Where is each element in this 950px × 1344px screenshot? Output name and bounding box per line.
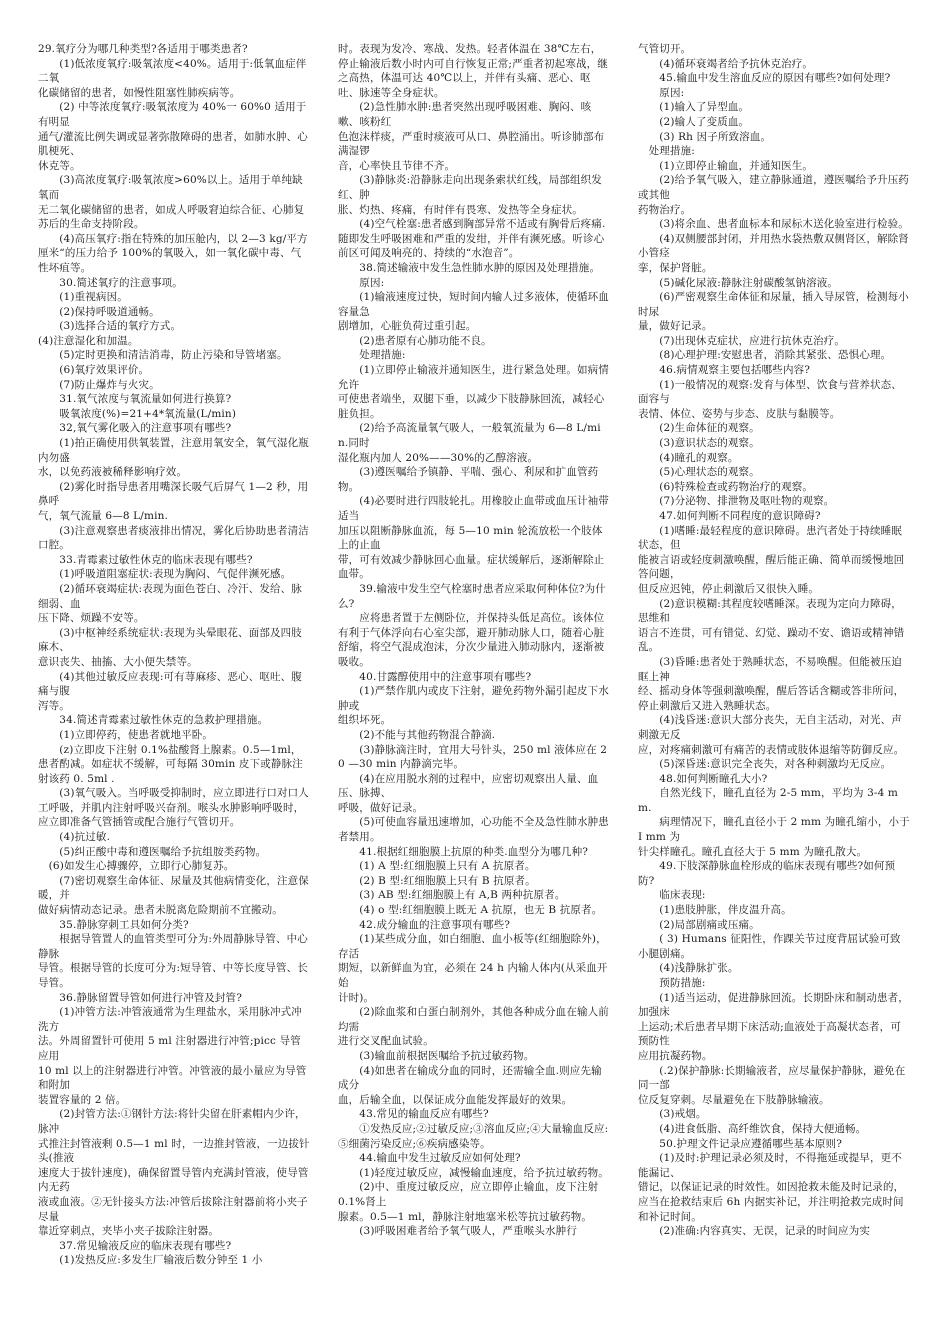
text-line: (4)抗过敏. <box>38 831 111 844</box>
text-line: (1)一般情况的观察:发育与体型、饮食与营养状态、面容与 <box>638 378 902 406</box>
text-line: (3)昏睡:患者处于熟睡状态，不易唤醒。但能被压迫眶上神 <box>638 655 902 683</box>
text-line: 40.甘露醇使用中的注意事项有哪些? <box>338 670 532 683</box>
text-line: 色泡沫样痰，严重时痰液可从口、鼻腔涌出。听诊肺部布满湿锣 <box>338 130 605 158</box>
text-line: 38.简述输液中发生急性肺水肿的原因及处理措施。 <box>338 261 601 274</box>
text-line: (1)输入了异型血。 <box>638 101 750 114</box>
text-line: (3)静脉滴注时，宜用大号针头，250 ml 液体应在 20 —30 min 内静滴完毕。 <box>338 743 608 771</box>
text-line: 上运动;术后患者早期下床活动;血液处于高凝状态者，可预防性 <box>638 1020 901 1048</box>
text-line: (2)除血浆和白蛋白制剂外，其他各种成分血在输人前均需 <box>338 1006 609 1033</box>
text-line: 速度大于拔针速度)，确保留置导管内充满封管液，使导管内无药 <box>38 1166 309 1194</box>
text-line: 表情、体位、姿势与步态、皮肤与黏膜等。 <box>638 407 841 420</box>
text-line: 靠近穿刺点，夹毕小夹子拔除注射器。 <box>38 1225 220 1238</box>
text-line: 病理情况下，瞳孔直径小于 2 mm 为瞳孔缩小，小于 I mm 为 <box>638 816 910 844</box>
text-line: ( 3) Humans 征阳性，作踝关节过度背屈试验可致小腿剧痛。 <box>638 933 901 960</box>
text-line: 组织坏死。 <box>338 714 392 727</box>
text-line: 进行交叉配血试验。 <box>338 1035 434 1048</box>
text-line: 位反复穿刺。尽量避免在下肢静脉输液。 <box>638 1093 830 1106</box>
text-line: ⑤细菌污染反应;⑥疾病感染等。 <box>338 1137 491 1150</box>
text-line: (5)心理状态的观察。 <box>638 466 760 479</box>
text-line: 原因: <box>338 276 385 289</box>
text-column-right <box>638 42 910 1342</box>
text-line: 药物治疗。 <box>638 203 692 216</box>
text-line: (4)循环衰竭者给予抗休克治疗。 <box>638 57 814 70</box>
text-line: (3)选择合适的氧疗方式。 <box>38 320 182 333</box>
text-line: (2)生命体征的观察。 <box>638 422 760 435</box>
text-line: 期短，以新鲜血为宜，必须在 24 h 内输人体内(从采血开始 <box>338 962 608 989</box>
text-line: (4)在应用脱水剂的过程中，应密切观察出人量、血压、脉搏、 <box>338 772 599 800</box>
text-line: 针尖样瞳孔。瞳孔直径大于 5 mm 为瞳孔散大。 <box>638 845 868 858</box>
text-line: (1) A 型:红细胞膜上只有 A 抗原者。 <box>338 860 536 873</box>
text-line: 32,氧气雾化吸入的注意事项有哪些? <box>38 422 232 435</box>
text-line: 式推注封管液剩 0.5—1 ml 时，一边推封管液，一边拔针头(推液 <box>38 1137 310 1165</box>
text-line: (3) AB 型:红细胞膜上有 A,B 两种抗原者。 <box>338 889 566 902</box>
text-line: 化碳储留的患者，如慢性阻塞性肺疾病等。 <box>38 86 241 99</box>
text-line: 呼吸，做好记录。 <box>338 801 424 814</box>
text-line: 音，心率快且节律不齐。 <box>338 159 456 172</box>
text-line: 气管切开。 <box>638 43 692 55</box>
text-line: (3)输血前根据医嘱给予抗过敏药物。 <box>338 1049 535 1062</box>
text-line: (2)封管方法:①钢针方法:将针尖留在肝素帽内少许，脉冲 <box>38 1108 306 1135</box>
text-line: (3)中枢神经系统症状:表现为头晕眼花、面部及四肢麻木、 <box>38 626 302 654</box>
text-line: 41.根据红细胞膜上抗原的种类.血型分为哪几种? <box>338 845 589 858</box>
text-line: (4)高压氧疗:指在特殊的加压舱内，以 2—3 kg/平方厘米“的压力给予 100%的氧吸入，如一氧化碳中毒、气性坏疽等。 <box>38 232 308 274</box>
text-line: (5)碱化尿液:静脉注射碳酸氢钠溶液。 <box>638 276 839 289</box>
text-line: (1)患肢肿胀，伴皮温升高。 <box>638 904 792 917</box>
text-line: 腺素。0.5—1 ml，静脉注射地塞米松等抗过敏药物。 <box>338 1210 593 1223</box>
text-line: (2) B 型:红细胞膜上只有 B 抗原者。 <box>338 874 536 887</box>
text-line: (7)防止爆炸与火灾。 <box>38 378 160 391</box>
text-line: 无二氧化碳储留的患者，如成人呼吸窘迫综合征、心肺复苏后的生命支持阶段。 <box>38 203 305 231</box>
text-line: 原因: <box>638 86 685 99</box>
text-line: 45.输血中发生溶血反应的原因有哪些?如何处理? <box>638 72 891 85</box>
text-line: (1)冲管方法:冲管液通常为生理盐水，采用脉冲式冲洗方 <box>38 1006 302 1033</box>
text-column-middle <box>338 42 610 1342</box>
text-line: (4)如患者在输成分血的同时，还需输全血.则应先输成分 <box>338 1064 602 1092</box>
text-line: 量，做好记录。 <box>638 320 713 333</box>
text-line: 应将患者置于左侧卧位，并保持头低足高位。该体位有利于气体浮向右心室尖部，避开肺动脉人口，随着心脏舒缩，将空气混成泡沫，分次少量进入肺动脉内，逐渐被吸收。 <box>338 612 605 668</box>
text-line: 44.输血中发生过敏反应如何处理? <box>338 1152 521 1165</box>
text-line: (4)其他过敏反应表现:可有荨麻疹、恶心、呕吐、腹痛与腹 <box>38 670 302 698</box>
text-line: (3)戒烟。 <box>638 1108 707 1121</box>
text-line: (3)注意观察患者痰液排出情况，雾化后协助患者清洁口腔。 <box>38 524 309 552</box>
text-line: 根据导管置人的血管类型可分为:外周静脉导管、中心静脉 <box>38 933 308 960</box>
text-line: (3)意识状态的观察。 <box>638 437 760 450</box>
text-line: (2)保持呼吸道通畅。 <box>38 305 160 318</box>
text-line: 剧增加，心脏负荷过重引起。 <box>338 320 477 333</box>
text-line: ①发热反应;②过敏反应;③溶血反应;④大量输血反应: <box>338 1122 609 1135</box>
text-line: (4)瞳孔的观察。 <box>638 451 739 464</box>
text-line: (7)密切观察生命体征、尿量及其他病情变化，注意保暖，并 <box>38 874 309 902</box>
text-column-left <box>38 42 310 1342</box>
text-line: 处理措施: <box>338 349 406 362</box>
text-line: (8)心理护理:安慰患者，消除其紧张、恐惧心理。 <box>638 349 892 362</box>
text-line: (2) 中等浓度氧疗:吸氧浓度为 40%一 60%0 适用于有明显 <box>38 101 307 128</box>
text-line: 吸氧浓度(%)=21+4*氧流量(L/min) <box>38 407 237 420</box>
text-line: (2)输人了变质血。 <box>638 115 750 128</box>
text-line: (5)可使血容量迅速增加，心功能不全及急性肺水肿患者禁用。 <box>338 816 609 844</box>
text-line: (2)循环衰竭症状:表现为面色苍白、冷汗、发给、脉细弱、血 <box>38 582 302 610</box>
text-line: 语言不连贯，可有错觉、幻觉、躁动不安、谵语或精神错乱。 <box>638 626 905 654</box>
text-line: (1)严禁作肌内或皮下注射，避免药物外漏引起皮下水肿或 <box>338 685 609 712</box>
text-line: (4)必要时进行四肢轮扎。用橡胶止血带或血压计袖带适当 <box>338 495 609 522</box>
text-line: 经、摇动身体等强刺激唤醒，醒后答话含糊或答非所问，停止刺激后又进入熟睡状态。 <box>638 685 905 712</box>
text-line: (2)急性肺水肿:患者突然出现呼吸困难、胸闷、咳嗽、咳粉红 <box>338 101 592 128</box>
text-line: 泻等。 <box>38 699 70 712</box>
text-line: 49.下肢深静脉血栓形成的临床表现有哪些?如何预防? <box>638 860 896 887</box>
text-line: 可使患者端坐，双腿下垂，以减少下肢静脉回流，减轻心脏负担。 <box>338 393 605 420</box>
text-line: 时。表现为发冷、寒战、发热。轻者体温在 38℃左右，停止输液后数小时内可自行恢复正常;严重者初起寒战，继之高热，体温可达 40℃以上，并伴有头痛、恶心、呕吐、脉速等全身症状。 <box>338 43 608 99</box>
text-line: 39.输液中发生空气栓塞时患者应采取何种体位?为什么? <box>338 582 606 610</box>
text-line: 错记，以保证记录的时效性。如因抢救未能及时记录的，应当在抢救结束后 6h 内据实补记，并注明抢救完成时间和补记时间。 <box>638 1181 905 1223</box>
text-line: 挛，保护肾脏。 <box>638 261 713 274</box>
text-line: (1)立即停药，使患者就地平卧。 <box>38 728 214 741</box>
text-line: (1)发热反应:多发生厂输液后数分钟至 1 小 <box>38 1254 263 1267</box>
text-line: 应，对疼痛刺激可有痛苦的表情或肢体退缩等防御反应。 <box>638 743 905 756</box>
text-line: (1)某些成分血，如白细胞、血小板等(红细胞除外)，存活 <box>338 933 607 960</box>
text-line: 46.病情观察主要包括哪些内容? <box>638 364 811 377</box>
text-line: 42.成分输血的注意事项有哪些? <box>338 918 511 931</box>
text-line: (4)空气栓塞:患者感到胸部异常不适或有胸骨后疼痛.随即发生呼吸困难和严重的发绀，并伴有濒死感。听诊心前区可闻及响亮的、持续的“水泡音”。 <box>338 218 606 260</box>
text-line: (3)氧气吸入。当呼吸受抑制时，应立即进行口对口人工呼吸，并肌内注射呼吸兴奋剂。喉头水肿影响呼吸时，应立即准备气管插管或配合施行气管切开。 <box>38 787 309 829</box>
text-line: 血，后输全血，以保证成分血能发挥最好的效果。 <box>338 1093 573 1106</box>
text-line: (1)立即停止输血，并通知医生。 <box>638 159 814 172</box>
text-line: 通气/灌流比例失调或显著弥散障碍的患者，如肺水肿、心肌梗死、 <box>38 130 308 158</box>
text-line: (.2)保护静脉:长期输液者，应尽量保护静脉，避免在同一部 <box>638 1064 906 1092</box>
text-line: 做好病情动态记录。患者未脱离危险期前不宜搬动。 <box>38 904 283 917</box>
text-line: 31.氧气浓度与氧流量如何进行换算? <box>38 393 232 406</box>
text-line: 气，氧气流量 6—8 L/min. <box>38 510 169 522</box>
text-line: 35.静脉穿刺工具如何分类? <box>38 918 189 931</box>
text-line: 43.常见的输血反应有哪些? <box>338 1108 489 1121</box>
text-line: (1)低浓度氧疗:吸氧浓度<40%。适用于:低氧血症伴二氧 <box>38 57 307 85</box>
text-line: (5)纠正酸中毒和遵医嘱给予抗组胺类药物。 <box>38 845 267 858</box>
text-line: (2)局部剧痛或压痛。 <box>638 918 760 931</box>
text-line: (3)将余血、患者血标本和尿标木送化验室进行检验。 <box>638 218 909 231</box>
text-line: (6)氧疗效果评价。 <box>38 364 150 377</box>
text-line: (3)呼吸困难者给予氧气吸人，严重喉头水肿行 <box>338 1225 577 1238</box>
text-line: (3)静脉炎:沿静脉走向出现条索状红线，局部组织发红、肿 <box>338 174 602 201</box>
text-line: (1)嗜睡:最轻程度的意识障碍。患汽者处于持续睡眠状态，但 <box>638 524 902 552</box>
text-line: 34.简述青霉素过敏性休克的急救护理措施。 <box>38 714 269 727</box>
text-line: (2)不能与其他药物混合静滴. <box>338 728 496 741</box>
text-line: 带，可有效减少静脉回心血量。症状缓解后，逐渐解除止血带。 <box>338 553 605 581</box>
text-line: 水，以免药液被稀释影响疗效。 <box>38 466 188 479</box>
text-line: (5)深昏迷:意识完全丧失，对各种刺激均无反应。 <box>638 758 892 771</box>
text-line: (4) o 型:红细胞膜上既无 A 抗原，也无 B 抗原者。 <box>338 904 603 917</box>
text-line: 37.常见输液反应的临床表现有哪些? <box>38 1239 232 1252</box>
text-line: 47.如何判断不同程度的意识障碍? <box>638 510 821 522</box>
text-line: (6)如发生心搏骤停，立即行心肺复苏。 <box>38 860 235 873</box>
text-line: (5)定时更换和清洁消毒，防止污染和导管堵塞。 <box>38 349 288 362</box>
text-line: 计时)。 <box>338 991 375 1004</box>
text-line: 处理措施: <box>638 145 695 158</box>
text-line: (2)雾化时指导患者用嘴深长吸气后屏气 1—2 秒，用鼻呼 <box>38 480 309 508</box>
text-line: (3) Rh 因子所致溶血。 <box>638 130 772 143</box>
text-line: 临床表现: <box>638 889 706 902</box>
text-line: 33.青霉素过敏性休克的临床表现有哪些? <box>38 553 253 566</box>
text-line: (z)立即皮下注射 0.1%盐酸肾上腺素。0.5—1ml，患者酌减。如症状不缓解，可每隔 30min 皮下或静脉注射该药 0. 5ml . <box>38 743 303 785</box>
text-line: (1)输液速度过快，短时间内输人过多液体，使循环血容量急 <box>338 291 609 318</box>
text-line: 自然光线下，瞳孔直径为 2-5 mm，平均为 3-4 mm. <box>638 787 899 814</box>
text-line: 应用抗凝药物。 <box>638 1049 713 1062</box>
text-line: 48.如何判断瞳孔大小? <box>638 772 768 785</box>
text-line: (4)浅昏迷:意识大部分丧失，无自主活动，对光、声刺激无反 <box>638 714 902 741</box>
text-line: (2)患者原有心肺功能不良。 <box>338 334 492 347</box>
text-line: 10 ml 以上的注射器进行冲管。冲管液的最小量应为导管和附加 <box>38 1064 307 1092</box>
text-line: 胀、灼热、疼痛，有时伴有畏寒、发热等全身症状。 <box>338 203 583 216</box>
text-line: 能被言语或轻度刺激唤醒，醒后能正确、简单而缓慢地回答问题， <box>638 553 905 581</box>
text-line: 加压以阻断静脉血流，每 5—10 min 轮流放松一个肢体上的止血 <box>338 524 603 552</box>
text-line: 50.护理文件记录应遵循哪些基本原则? <box>638 1137 842 1150</box>
text-line: 意识丧失、抽搐、大小便失禁等。 <box>38 655 198 668</box>
text-line: 30.简述氧疗的注意事项。 <box>38 276 183 289</box>
text-line: (1)立即停止输液并通知医生，进行紧急处理。如病情允许 <box>338 364 609 391</box>
text-line: 36.静脉留置导管如何进行冲管及封管? <box>38 991 242 1004</box>
text-line: 导管。根据导管的长度可分为:短导管、中等长度导管、长导管。 <box>38 962 308 989</box>
text-line: 休克等。 <box>38 159 81 172</box>
text-line: 29.氧疗分为哪几种类型?各适用于哪类患者? <box>38 43 248 55</box>
text-line: (4)双侧腰部封闭，并用热水袋热敷双侧肾区，解除肾小管痉 <box>638 232 909 260</box>
text-line: (2)给予氧气吸入，建立静脉通道，遵医嘱给予升压药或其他 <box>638 174 909 201</box>
text-line: (7)分泌物、排泄物及呕吐物的观察。 <box>638 495 835 508</box>
text-line: (7)出现休克症状，应进行抗休克治疗。 <box>638 334 846 347</box>
text-line: (2)给予高流量氧气吸人，一般氧流量为 6—8 L/min.同时 <box>338 422 601 450</box>
text-line: (2)准确:内容真实、无误，记录的时间应为实 <box>638 1225 871 1238</box>
text-line: (1)拍正确使用供氧装置，注意用氧安全，氧气湿化瓶内勿盛 <box>38 437 309 464</box>
text-line: (4)注意湿化和加温。 <box>38 334 139 347</box>
text-line: 液或血液。②无针接头方法:冲管后拔除注射器前将小夹子尽量 <box>38 1195 308 1223</box>
text-line: (3)遵医嘱给予镇静、平喘、强心、利尿和扩血管药物。 <box>338 466 599 493</box>
text-line: 法。外周留置针可使用 5 ml 注射器进行冲管;picc 导管应用 <box>38 1035 301 1062</box>
text-line: (2)意识模糊:其程度较嗜睡深。表现为定向力障碍，思维和 <box>638 597 902 625</box>
text-line: 但反应迟钝，停止刺激后又很快入睡。 <box>638 582 820 595</box>
text-line: (4)浅静脉扩张。 <box>638 962 739 975</box>
text-line: 压下降、烦躁不安等。 <box>38 612 145 625</box>
text-line: (1)适当运动，促进静脉回流。长期卧床和制动患者，加强床 <box>638 991 909 1019</box>
text-line: (2)中、重度过敏反应，应立即停止输血，皮下注射 0.1%肾上 <box>338 1181 599 1208</box>
text-line: (1)重视病因。 <box>38 291 128 304</box>
text-line: (6)特殊检查或药物治疗的观察。 <box>638 480 814 493</box>
text-line: (3)高浓度氧疗:吸氧浓度>60%以上。适用于单纯缺氧而 <box>38 174 303 201</box>
text-line: 湿化瓶内加人 20%——30%的乙醇溶液。 <box>338 451 539 464</box>
text-line: (1)轻度过敏反应，减慢输血速度，给予抗过敏药物。 <box>338 1166 609 1179</box>
text-line: 装置容量的 2 倍。 <box>38 1093 127 1106</box>
text-line: (1)呼吸道阻塞症状:表现为胸闷、气促伴濒死感。 <box>38 568 292 581</box>
text-line: (4)进食低脂、高纤维饮食，保持大便通畅。 <box>638 1122 867 1135</box>
text-line: (1)及时:护理记录必须及时，不得拖延或提早，更不能漏记、 <box>638 1152 902 1179</box>
text-line: (6)严密观察生命体征和尿量，插入导尿管，检测每小时尿 <box>638 291 909 318</box>
text-line: 预防措施: <box>638 977 706 989</box>
